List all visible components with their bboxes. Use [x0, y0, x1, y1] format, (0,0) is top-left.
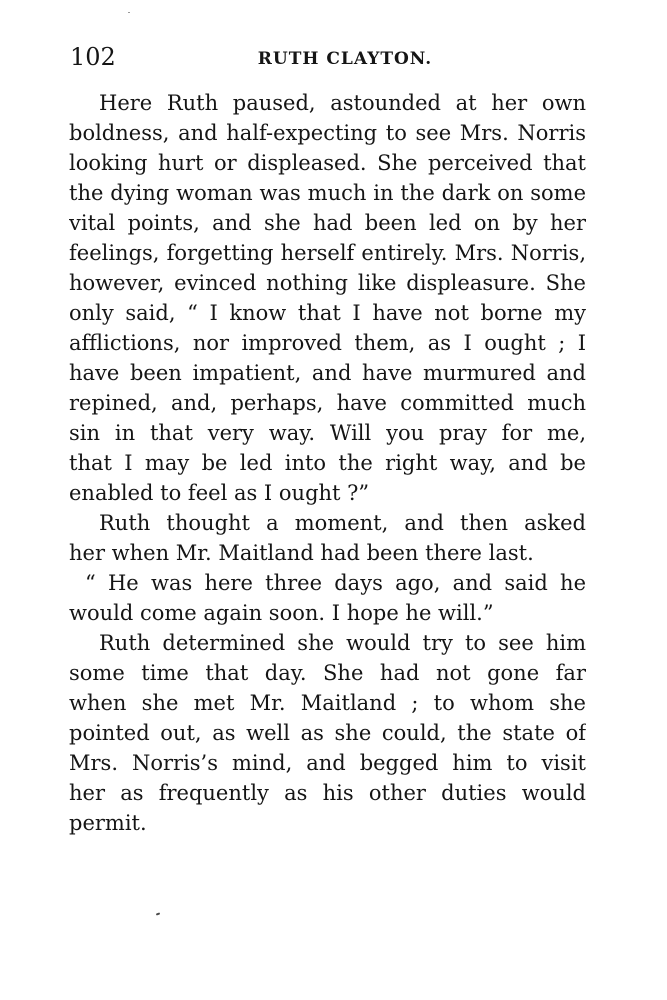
text-line: boldness, and half-expecting to see Mrs. Norris [69, 121, 586, 145]
text-line: the dying woman was much in the dark on some [69, 181, 586, 205]
text-line: her when Mr. Maitland had been there last. [69, 541, 534, 565]
text-line: enabled to feel as I ought ?” [69, 481, 370, 505]
text-line: Here Ruth paused, astounded at her own [99, 91, 586, 115]
text-line: would come again soon. I hope he will.” [69, 601, 494, 625]
text-line: Mrs. Norris’s mind, and begged him to visit [69, 751, 586, 775]
text-line: only said, “ I know that I have not borne my [69, 301, 586, 325]
text-line: “ He was here three days ago, and said he [85, 571, 586, 595]
text-line: have been impatient, and have murmured and [69, 361, 586, 385]
paper-speck [156, 912, 160, 915]
paper-speck [128, 12, 130, 13]
page-number: 102 [70, 43, 116, 71]
text-line: Ruth thought a moment, and then asked [99, 511, 586, 535]
text-line: feelings, forgetting herself entirely. Mrs. Norris, [69, 241, 586, 265]
body-text [69, 88, 586, 848]
text-line: some time that day. She had not gone far [69, 661, 586, 685]
running-head: RUTH CLAYTON. [257, 49, 433, 69]
page-header [70, 41, 590, 77]
text-line: that I may be led into the right way, and be [69, 451, 586, 475]
text-line: her as frequently as his other duties would [69, 781, 586, 805]
text-line: Ruth determined she would try to see him [99, 631, 586, 655]
text-line: looking hurt or displeased. She perceived that [69, 151, 586, 175]
text-line: when she met Mr. Maitland ; to whom she [69, 691, 586, 715]
text-line: vital points, and she had been led on by her [69, 211, 586, 235]
text-line: pointed out, as well as she could, the state of [69, 721, 586, 745]
text-line: afflictions, nor improved them, as I ought ; I [69, 331, 586, 355]
text-line: sin in that very way. Will you pray for me, [69, 421, 586, 445]
text-line: permit. [69, 811, 147, 835]
text-line: however, evinced nothing like displeasure. She [69, 271, 586, 295]
text-line: repined, and, perhaps, have committed much [69, 391, 586, 415]
